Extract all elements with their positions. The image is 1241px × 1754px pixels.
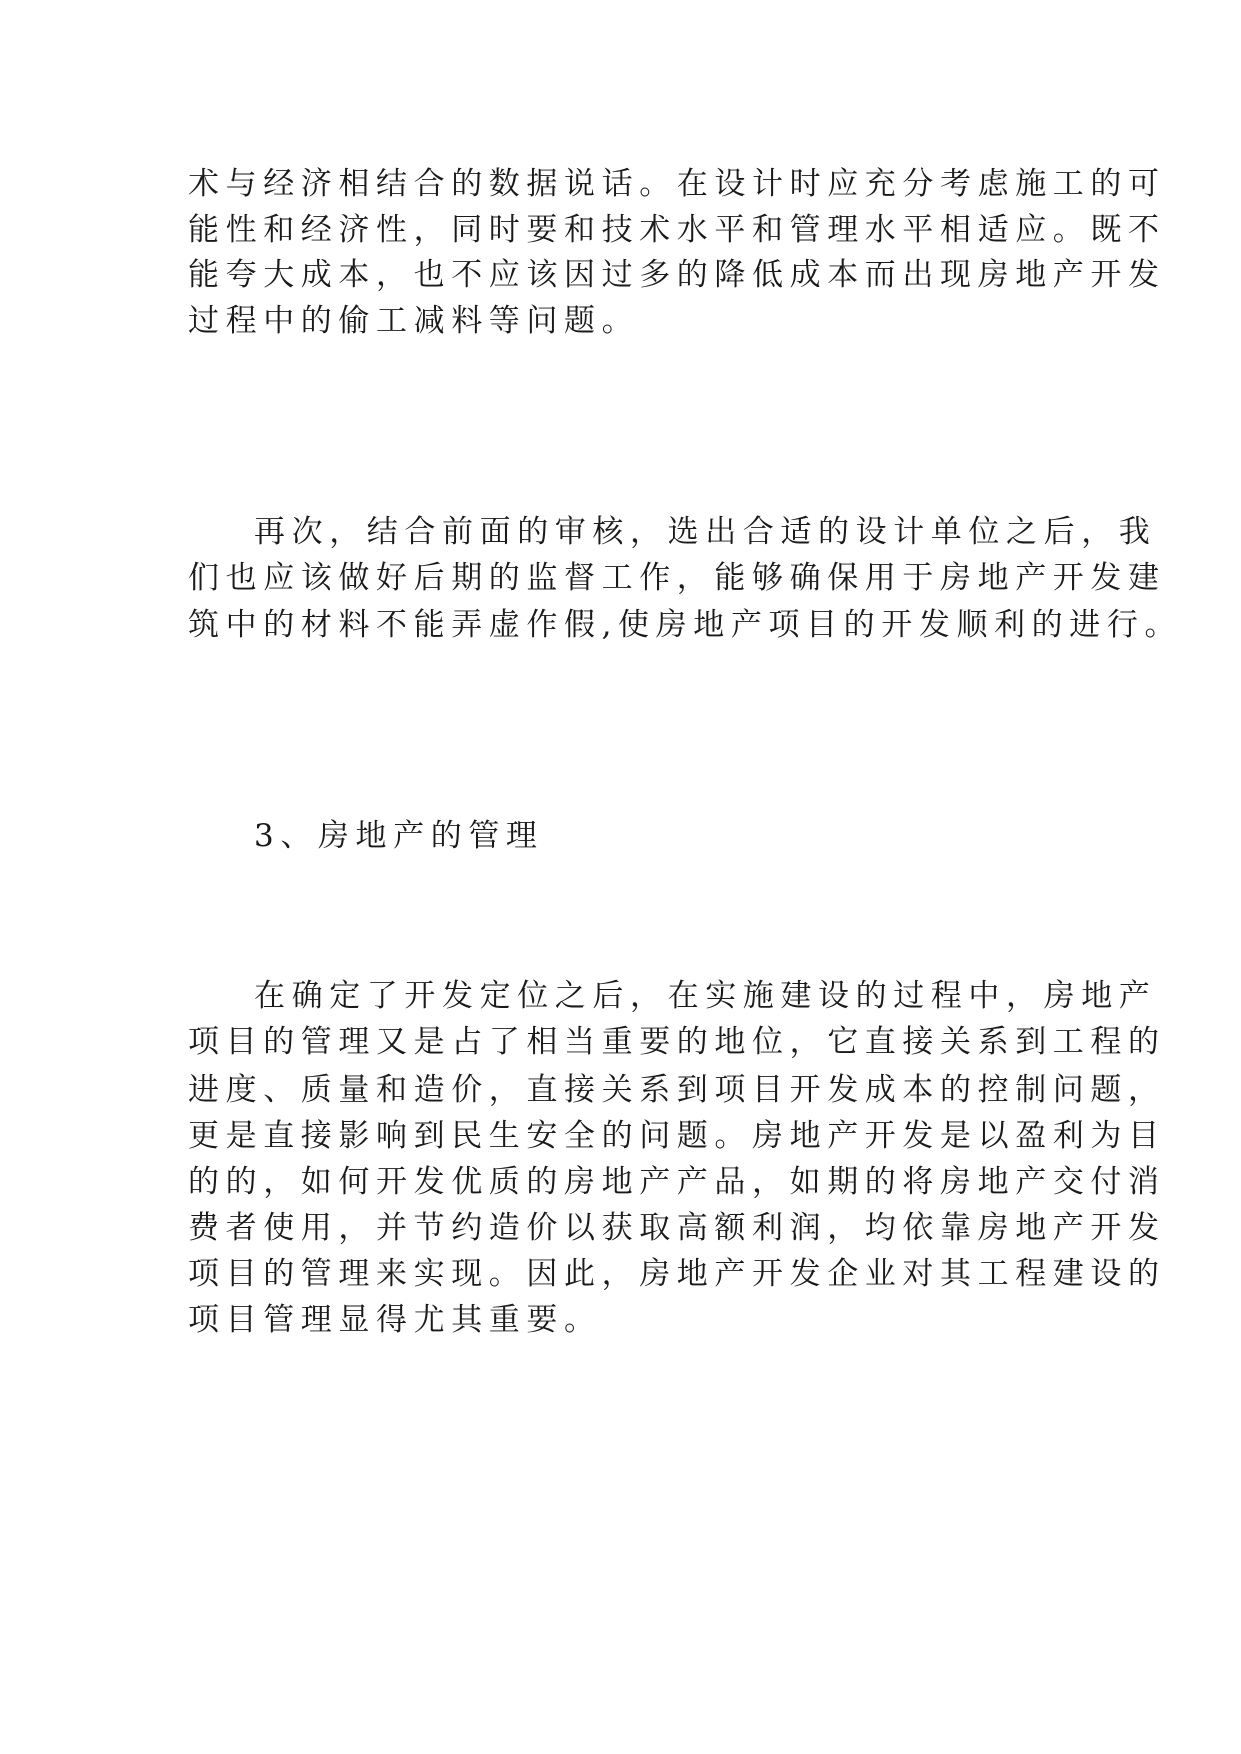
paragraph-line: 更是直接影响到民生安全的问题。房地产开发是以盈利为目 — [188, 1118, 1166, 1154]
paragraph-line: 能性和经济性，同时要和技术水平和管理水平相适应。既不 — [188, 212, 1166, 248]
section-heading: 3、房地产的管理 — [254, 818, 544, 854]
paragraph-line: 进度、质量和造价，直接关系到项目开发成本的控制问题， — [188, 1072, 1166, 1108]
paragraph-line: 的的，如何开发优质的房地产产品，如期的将房地产交付消 — [188, 1164, 1166, 1200]
paragraph-line: 们也应该做好后期的监督工作，能够确保用于房地产开发建 — [188, 560, 1166, 596]
paragraph-line: 能夸大成本，也不应该因过多的降低成本而出现房地产开发 — [188, 257, 1166, 293]
paragraph-line: 再次，结合前面的审核，选出合适的设计单位之后，我 — [254, 514, 1157, 550]
paragraph-line: 筑中的材料不能弄虚作假,使房地产项目的开发顺利的进行。 — [188, 607, 1183, 643]
paragraph-line: 项目的管理又是占了相当重要的地位，它直接关系到工程的 — [188, 1024, 1166, 1060]
paragraph-line: 过程中的偷工减料等问题。 — [188, 303, 640, 339]
paragraph-line: 费者使用，并节约造价以获取高额利润，均依靠房地产开发 — [188, 1210, 1166, 1246]
paragraph-line: 项目管理显得尤其重要。 — [188, 1302, 602, 1338]
paragraph-line: 在确定了开发定位之后，在实施建设的过程中，房地产 — [254, 978, 1157, 1014]
paragraph-line: 术与经济相结合的数据说话。在设计时应充分考虑施工的可 — [188, 166, 1166, 202]
paragraph-line: 项目的管理来实现。因此，房地产开发企业对其工程建设的 — [188, 1256, 1166, 1292]
